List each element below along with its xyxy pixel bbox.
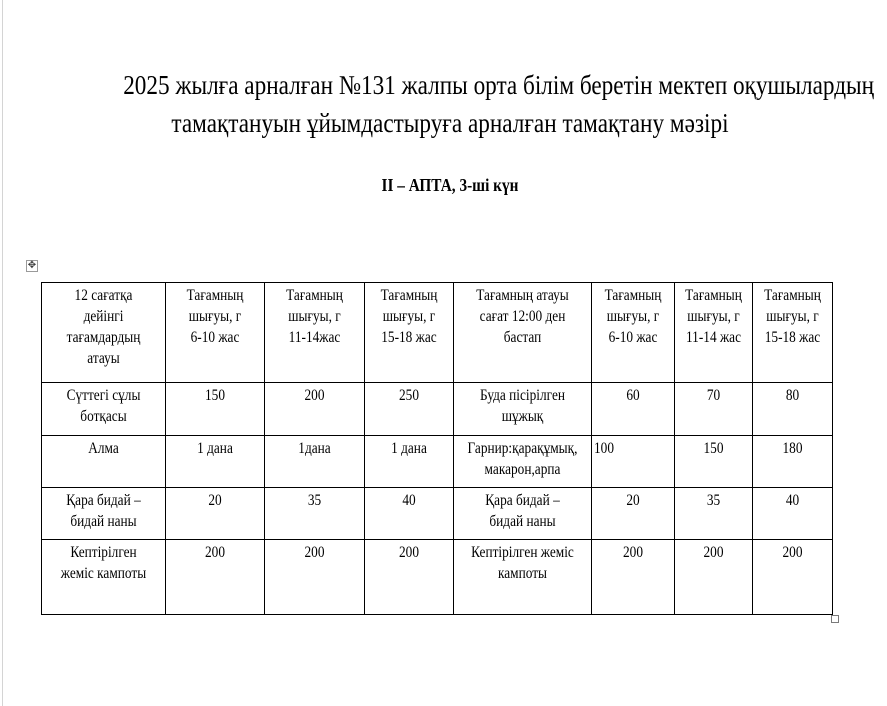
cell-text: 60: [626, 387, 640, 404]
cell-text: Кептірілген жеміс кампоты: [471, 544, 574, 582]
table-cell: [42, 436, 166, 488]
cell-text: 1дана: [298, 440, 331, 457]
table-move-handle-icon[interactable]: ✥: [27, 260, 37, 271]
table-cell: [365, 540, 454, 615]
table-cell: [42, 540, 166, 615]
table-cell: [675, 488, 753, 540]
table-cell: [675, 383, 753, 436]
table-header-row: [42, 283, 833, 383]
table-cell: [753, 383, 833, 436]
header-cell: [675, 283, 753, 383]
cell-text: 80: [785, 387, 800, 404]
table-cell: [166, 383, 265, 436]
cell-text: 200: [304, 387, 325, 404]
table-cell: [365, 488, 454, 540]
cell-text: 40: [785, 492, 800, 509]
table-cell: [753, 540, 833, 615]
table-cell: [454, 436, 592, 488]
cell-text: 200: [304, 544, 325, 561]
cell-text: 200: [623, 544, 643, 561]
header-cell: [166, 283, 265, 383]
cell-text: Сүттегі сұлы ботқасы: [66, 387, 141, 425]
table-row: [42, 540, 833, 615]
header-cell-text: Тағамның шығуы, г 11-14жас: [286, 287, 343, 346]
header-cell: [592, 283, 675, 383]
cell-text: 40: [402, 492, 416, 509]
cell-text: Буда пісірілген шұжық: [479, 387, 566, 425]
header-cell: [454, 283, 592, 383]
cell-text: 35: [307, 492, 322, 509]
header-cell-text: Тағамның шығуы, г 15-18 жас: [380, 287, 438, 346]
cell-text: Кептірілген жеміс кампоты: [60, 544, 147, 582]
document-subtitle: ІІ – АПТА, 3-ші күн: [381, 175, 519, 195]
cell-text: 1 дана: [391, 440, 427, 457]
header-cell-text: 12 сағатқа дейінгі тағамдардың атауы: [66, 287, 141, 367]
table-cell: [166, 540, 265, 615]
cell-text: Қара бидай – бидай наны: [66, 492, 141, 530]
title-line-1: 2025 жылға арналған №131 жалпы орта білім беретін мектеп оқушылардың: [123, 70, 875, 100]
cell-text: 250: [399, 387, 419, 404]
table-cell: [592, 383, 675, 436]
table-cell: [592, 436, 675, 488]
table-cell: [454, 488, 592, 540]
table-cell: [454, 383, 592, 436]
table-cell: [753, 488, 833, 540]
table-cell: [592, 488, 675, 540]
page-left-edge: [2, 0, 3, 706]
table-cell: [265, 488, 365, 540]
cell-text: 180: [782, 440, 803, 457]
table-cell: [265, 436, 365, 488]
header-cell-text: Тағамның шығуы, г 6-10 жас: [604, 287, 662, 346]
cell-text: 150: [703, 440, 724, 457]
header-cell-text: Тағамның шығуы, г 15-18 жас: [764, 287, 821, 346]
table-cell: [454, 540, 592, 615]
cell-text: 35: [706, 492, 721, 509]
table-cell: [166, 488, 265, 540]
table-resize-handle[interactable]: [831, 615, 839, 623]
table-row: [42, 436, 833, 488]
cell-text: 200: [703, 544, 724, 561]
cell-text: 20: [208, 492, 222, 509]
cell-text: Алма: [88, 440, 119, 457]
table-cell: [365, 436, 454, 488]
table-cell: [675, 540, 753, 615]
table-cell: [365, 383, 454, 436]
table-row: [42, 488, 833, 540]
table-cell: [753, 436, 833, 488]
cell-text: 100: [594, 440, 614, 457]
header-cell: [265, 283, 365, 383]
cell-text: 200: [205, 544, 225, 561]
cell-text: Қара бидай – бидай наны: [485, 492, 560, 530]
table-cell: [675, 436, 753, 488]
header-cell-text: Тағамның шығуы, г 11-14 жас: [685, 287, 742, 346]
cell-text: 1 дана: [197, 440, 233, 457]
table-cell: [592, 540, 675, 615]
cell-text: 70: [706, 387, 721, 404]
table-cell: [265, 383, 365, 436]
cell-text: 150: [205, 387, 225, 404]
header-cell-text: Тағамның шығуы, г 6-10 жас: [186, 287, 244, 346]
menu-table: [41, 282, 833, 615]
cell-text: 20: [626, 492, 640, 509]
table-cell: [265, 540, 365, 615]
title-line-2: тамақтануын ұйымдастыруға арналған тамақтану мәзірі: [171, 108, 729, 138]
table-cell: [166, 436, 265, 488]
cell-text: 200: [399, 544, 419, 561]
header-cell: [753, 283, 833, 383]
table-cell: [42, 383, 166, 436]
cell-text: Гарнир:қарақұмық, макарон,арпа: [467, 440, 578, 478]
table-row: [42, 383, 833, 436]
cell-text: 200: [782, 544, 803, 561]
header-cell: [365, 283, 454, 383]
header-cell: [42, 283, 166, 383]
document-title: [123, 66, 875, 142]
table-cell: [42, 488, 166, 540]
header-cell-text: Тағамның атауы сағат 12:00 ден бастап: [476, 287, 569, 346]
